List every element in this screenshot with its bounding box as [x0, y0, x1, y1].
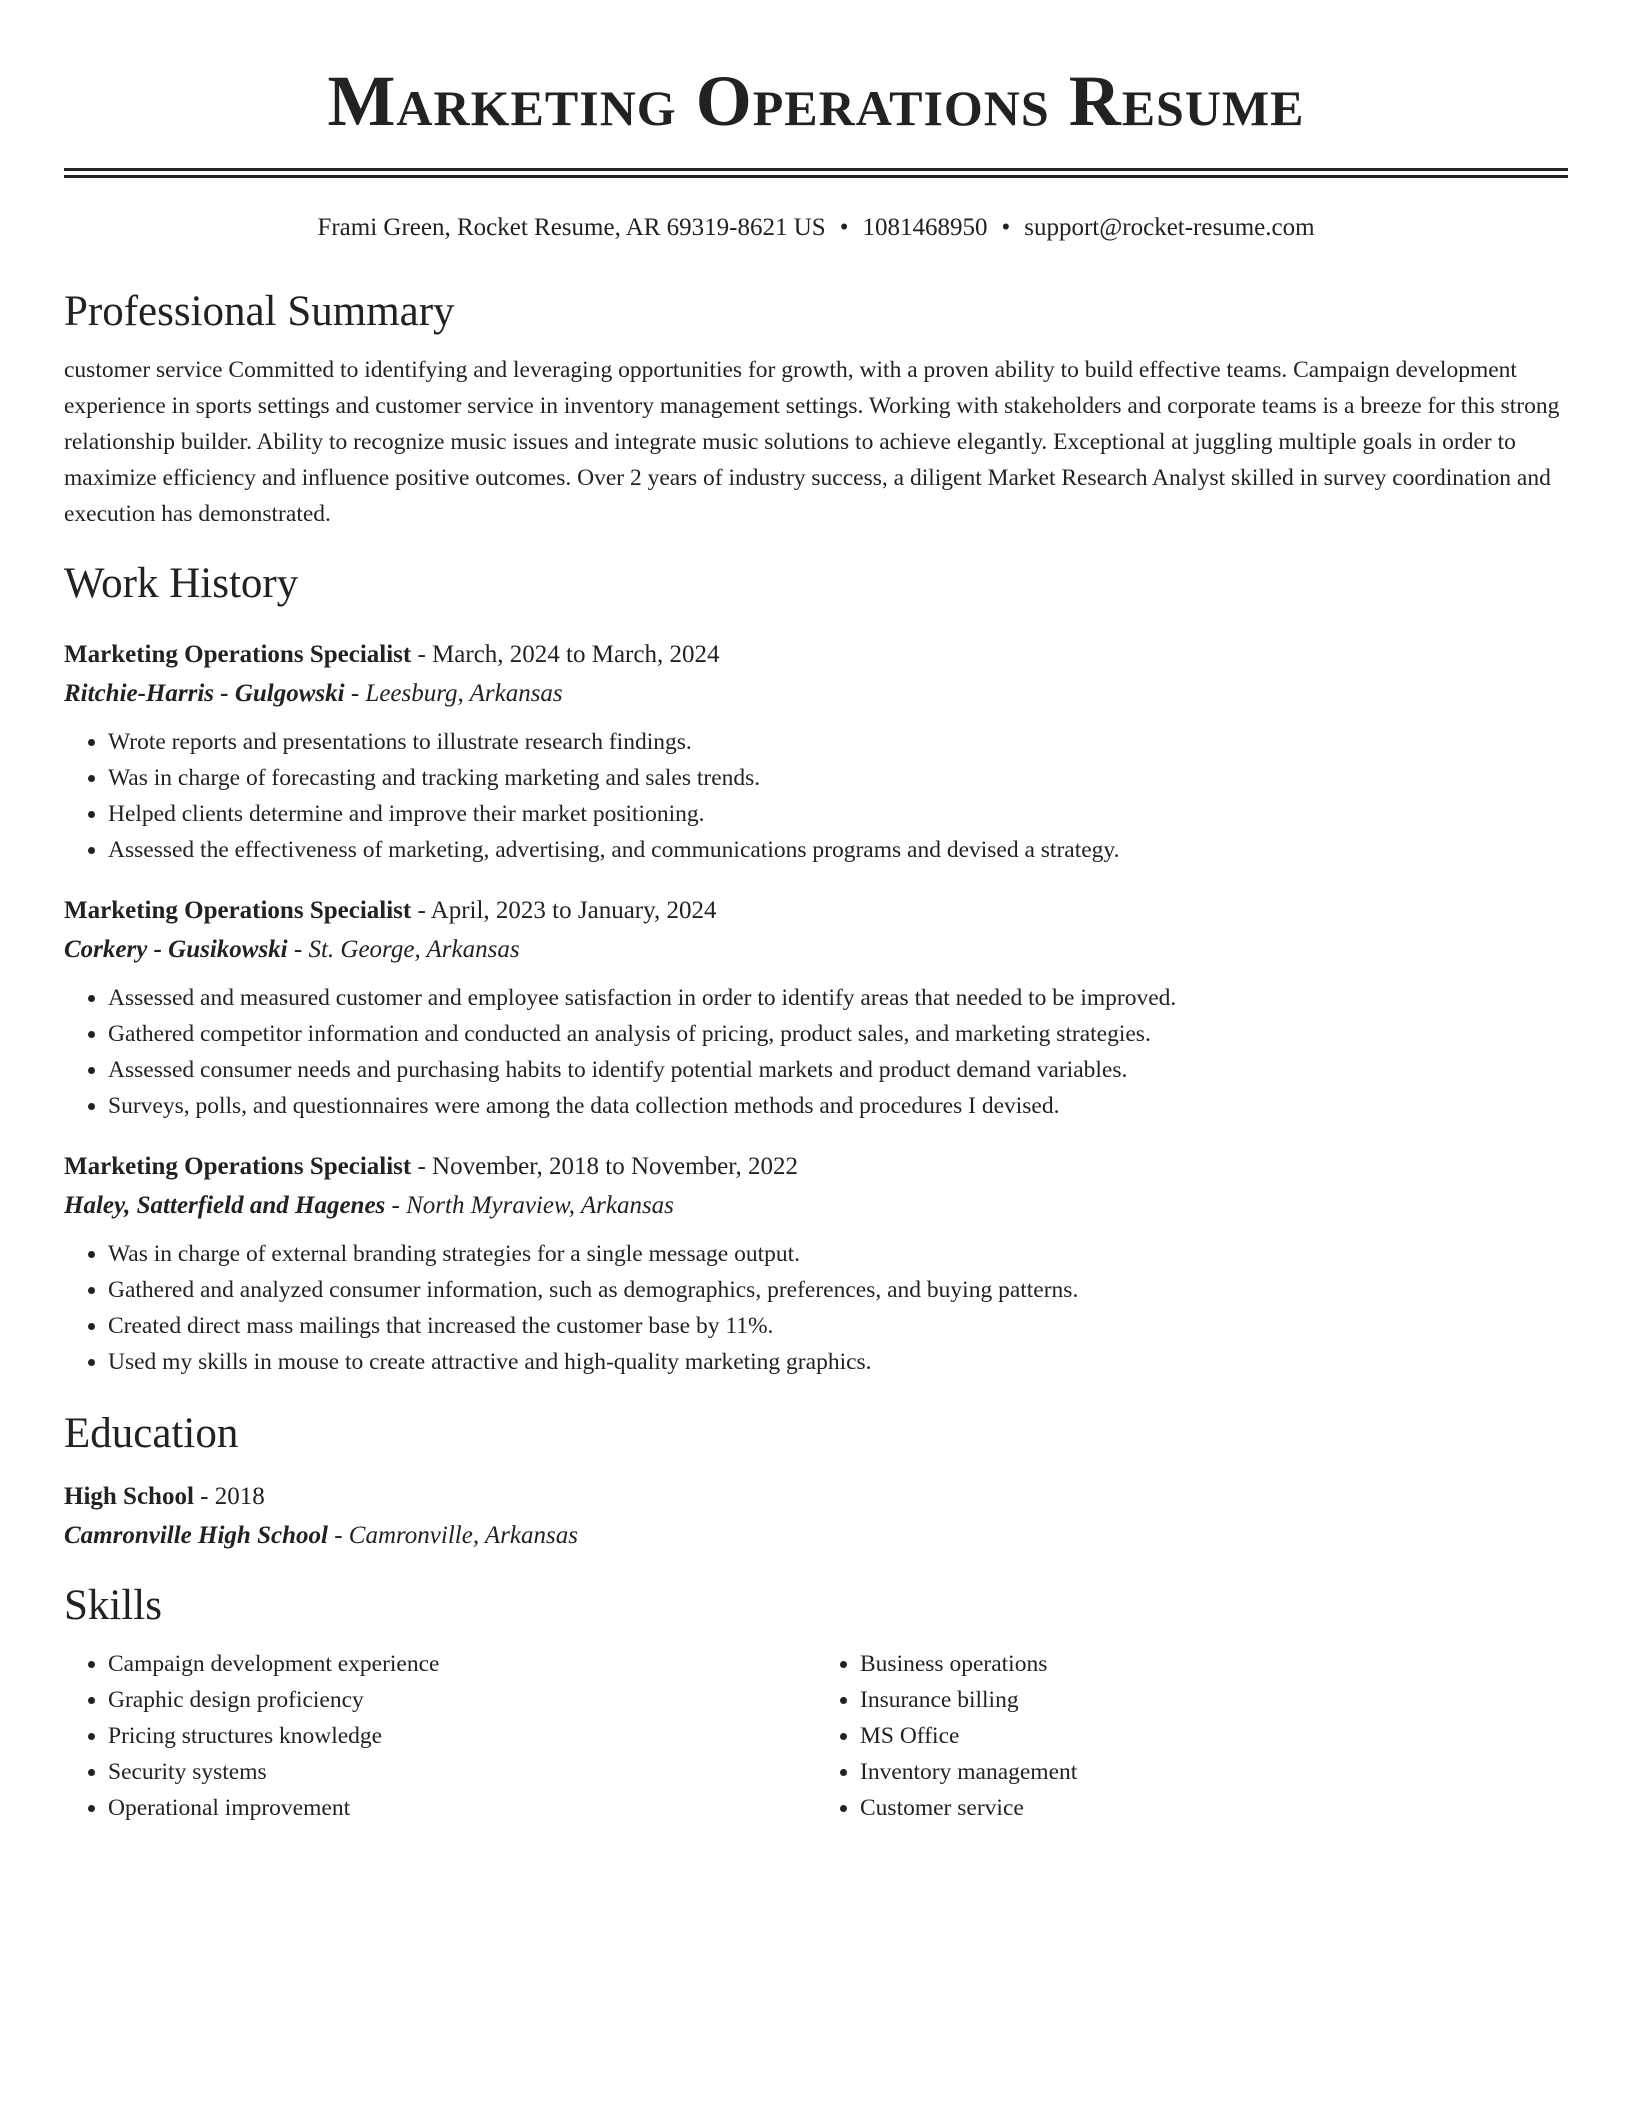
- list-item: • Customer service: [860, 1790, 1568, 1826]
- company-name: Corkery - Gusikowski: [64, 936, 288, 963]
- summary-heading: Professional Summary: [64, 288, 455, 335]
- job-title-line: [64, 892, 1568, 930]
- list-item: • Was in charge of external branding strategies for a single message output.: [108, 1236, 1568, 1272]
- company-location: - Leesburg, Arkansas: [344, 680, 563, 707]
- company-line: [64, 930, 1568, 970]
- list-item: • Graphic design proficiency: [108, 1682, 816, 1718]
- list-item: • Pricing structures knowledge: [108, 1718, 816, 1754]
- skills-list-left: [64, 1646, 816, 1826]
- job-dates: - April, 2023 to January, 2024: [411, 897, 717, 924]
- degree: High School: [64, 1483, 194, 1510]
- job-title: Marketing Operations Specialist: [64, 897, 412, 924]
- list-item: • Inventory management: [860, 1754, 1568, 1790]
- company-location: - North Myraview, Arkansas: [385, 1192, 674, 1219]
- list-item: • Assessed consumer needs and purchasing habits to identify potential markets and product demand variables.: [108, 1052, 1568, 1088]
- job-entry: [64, 892, 1568, 1124]
- summary-text: customer service Committed to identifying and leveraging opportunities for growth, with a proven ability to build effective teams. Campaign development experience in sports settings and customer service in inventory management settings. Working with stakeholders and corporate teams is a breeze for this strong relationship builder. Ability to recognize music issues and integrate music solutions to achieve elegantly. Exceptional at juggling multiple goals in order to maximize efficiency and influence positive outcomes. Over 2 years of industry success, a diligent Market Research Analyst skilled in survey coordination and execution has demonstrated.: [64, 357, 1560, 527]
- job-title-line: [64, 636, 1568, 674]
- skills-heading: Skills: [64, 1582, 162, 1629]
- list-item: • Gathered and analyzed consumer information, such as demographics, preferences, and buying patterns.: [108, 1272, 1568, 1308]
- contact-address: Frami Green, Rocket Resume, AR 69319-8621 US: [317, 214, 826, 241]
- job-entry: [64, 1148, 1568, 1380]
- job-duties-list: [64, 1236, 1568, 1380]
- list-item: • Operational improvement: [108, 1790, 816, 1826]
- contact-line: [64, 212, 1568, 244]
- contact-phone: 1081468950: [862, 214, 988, 241]
- job-dates: - November, 2018 to November, 2022: [411, 1153, 799, 1180]
- work-history-heading: Work History: [64, 560, 299, 607]
- education-entry: [64, 1478, 1568, 1556]
- bullet-separator: •: [1001, 214, 1011, 241]
- job-duties-list: [64, 724, 1568, 868]
- list-item: • Created direct mass mailings that increased the customer base by 11%.: [108, 1308, 1568, 1344]
- list-item: • Campaign development experience: [108, 1646, 816, 1682]
- list-item: • Insurance billing: [860, 1682, 1568, 1718]
- job-entry: [64, 636, 1568, 868]
- company-name: Ritchie-Harris - Gulgowski: [64, 680, 345, 707]
- skills-list-right: [816, 1646, 1568, 1826]
- job-title-line: [64, 1148, 1568, 1186]
- school-line: [64, 1516, 1568, 1556]
- company-name: Haley, Satterfield and Hagenes: [64, 1192, 386, 1219]
- list-item: • MS Office: [860, 1718, 1568, 1754]
- contact-email: support@rocket-resume.com: [1024, 214, 1315, 241]
- list-item: • Business operations: [860, 1646, 1568, 1682]
- skills-columns: [64, 1646, 1568, 1826]
- job-duties-list: [64, 980, 1568, 1124]
- title-double-rule: [64, 168, 1568, 178]
- degree-line: [64, 1478, 1568, 1516]
- school-name: Camronville High School: [64, 1522, 328, 1549]
- list-item: • Used my skills in mouse to create attractive and high-quality marketing graphics.: [108, 1344, 1568, 1380]
- graduation-year: - 2018: [193, 1483, 265, 1510]
- list-item: • Assessed the effectiveness of marketing, advertising, and communications programs and devised a strategy.: [108, 832, 1568, 868]
- company-line: [64, 674, 1568, 714]
- company-location: - St. George, Arkansas: [287, 936, 520, 963]
- job-title: Marketing Operations Specialist: [64, 641, 412, 668]
- list-item: • Surveys, polls, and questionnaires were among the data collection methods and procedures I devised.: [108, 1088, 1568, 1124]
- list-item: • Helped clients determine and improve their market positioning.: [108, 796, 1568, 832]
- bullet-separator: •: [839, 214, 849, 241]
- list-item: • Security systems: [108, 1754, 816, 1790]
- list-item: • Gathered competitor information and conducted an analysis of pricing, product sales, and marketing strategies.: [108, 1016, 1568, 1052]
- list-item: • Wrote reports and presentations to illustrate research findings.: [108, 724, 1568, 760]
- company-line: [64, 1186, 1568, 1226]
- job-title: Marketing Operations Specialist: [64, 1153, 412, 1180]
- list-item: • Assessed and measured customer and employee satisfaction in order to identify areas that needed to be improved.: [108, 980, 1568, 1016]
- list-item: • Was in charge of forecasting and tracking marketing and sales trends.: [108, 760, 1568, 796]
- resume-title: Marketing Operations Resume: [327, 61, 1305, 141]
- education-heading: Education: [64, 1410, 239, 1457]
- school-location: - Camronville, Arkansas: [327, 1522, 578, 1549]
- job-dates: - March, 2024 to March, 2024: [411, 641, 720, 668]
